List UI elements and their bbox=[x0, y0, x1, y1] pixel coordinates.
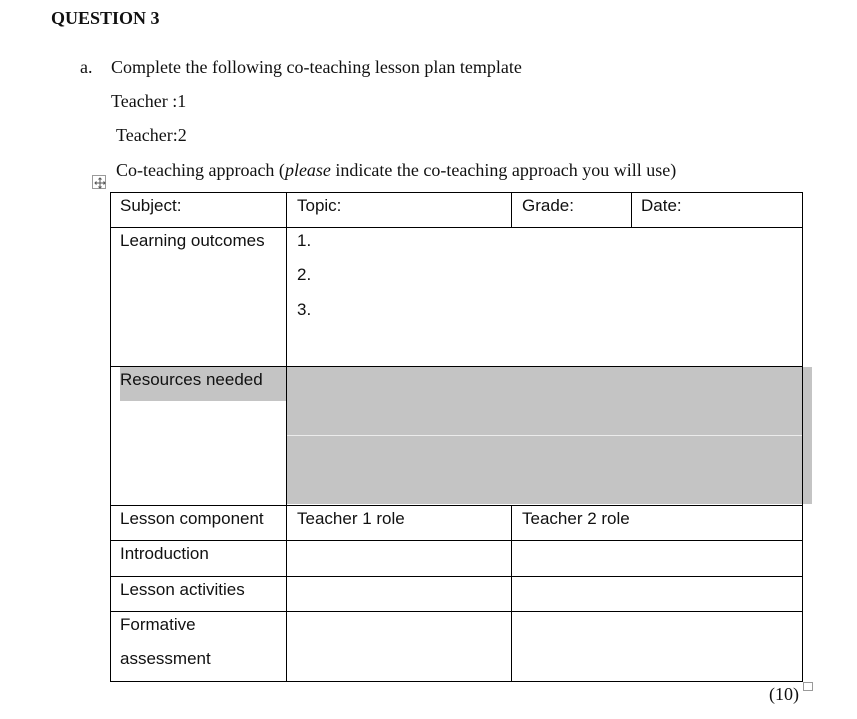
learning-outcomes-label: Learning outcomes bbox=[120, 231, 265, 250]
formative-assessment-label-line1: Formative bbox=[120, 615, 196, 634]
approach-line bbox=[116, 160, 676, 181]
formative-assessment-label-line2: assessment bbox=[120, 649, 211, 668]
subject-cell[interactable]: Subject: bbox=[120, 196, 182, 215]
question-title: QUESTION 3 bbox=[51, 8, 160, 28]
grade-cell[interactable]: Grade: bbox=[522, 196, 574, 215]
approach-prefix: Co-teaching approach ( bbox=[116, 160, 285, 180]
teacher-1-role-header: Teacher 1 role bbox=[297, 509, 405, 528]
outcome-item[interactable]: 2. bbox=[297, 265, 312, 284]
lesson-component-header: Lesson component bbox=[120, 509, 264, 528]
teacher-2-role-header: Teacher 2 role bbox=[522, 509, 630, 528]
approach-suffix: indicate the co-teaching approach you will use) bbox=[330, 160, 677, 180]
teacher-2-line: Teacher:2 bbox=[116, 125, 187, 145]
instruction-text: Complete the following co-teaching lesson plan template bbox=[111, 57, 522, 77]
table-resize-handle[interactable] bbox=[803, 682, 813, 691]
topic-cell[interactable]: Topic: bbox=[297, 196, 342, 215]
approach-italic: please bbox=[284, 160, 331, 180]
marks-label: (10) bbox=[769, 684, 799, 704]
outcome-item[interactable]: 1. bbox=[297, 231, 312, 250]
item-label: a. bbox=[80, 57, 93, 77]
resources-row-divider bbox=[287, 435, 802, 436]
teacher-1-line: Teacher :1 bbox=[111, 91, 187, 111]
lesson-activities-label: Lesson activities bbox=[120, 580, 245, 599]
table-move-handle-icon[interactable] bbox=[92, 175, 106, 189]
introduction-label: Introduction bbox=[120, 544, 209, 563]
resources-needed-label: Resources needed bbox=[120, 370, 263, 389]
outcome-item[interactable]: 3. bbox=[297, 300, 312, 319]
date-cell[interactable]: Date: bbox=[641, 196, 682, 215]
